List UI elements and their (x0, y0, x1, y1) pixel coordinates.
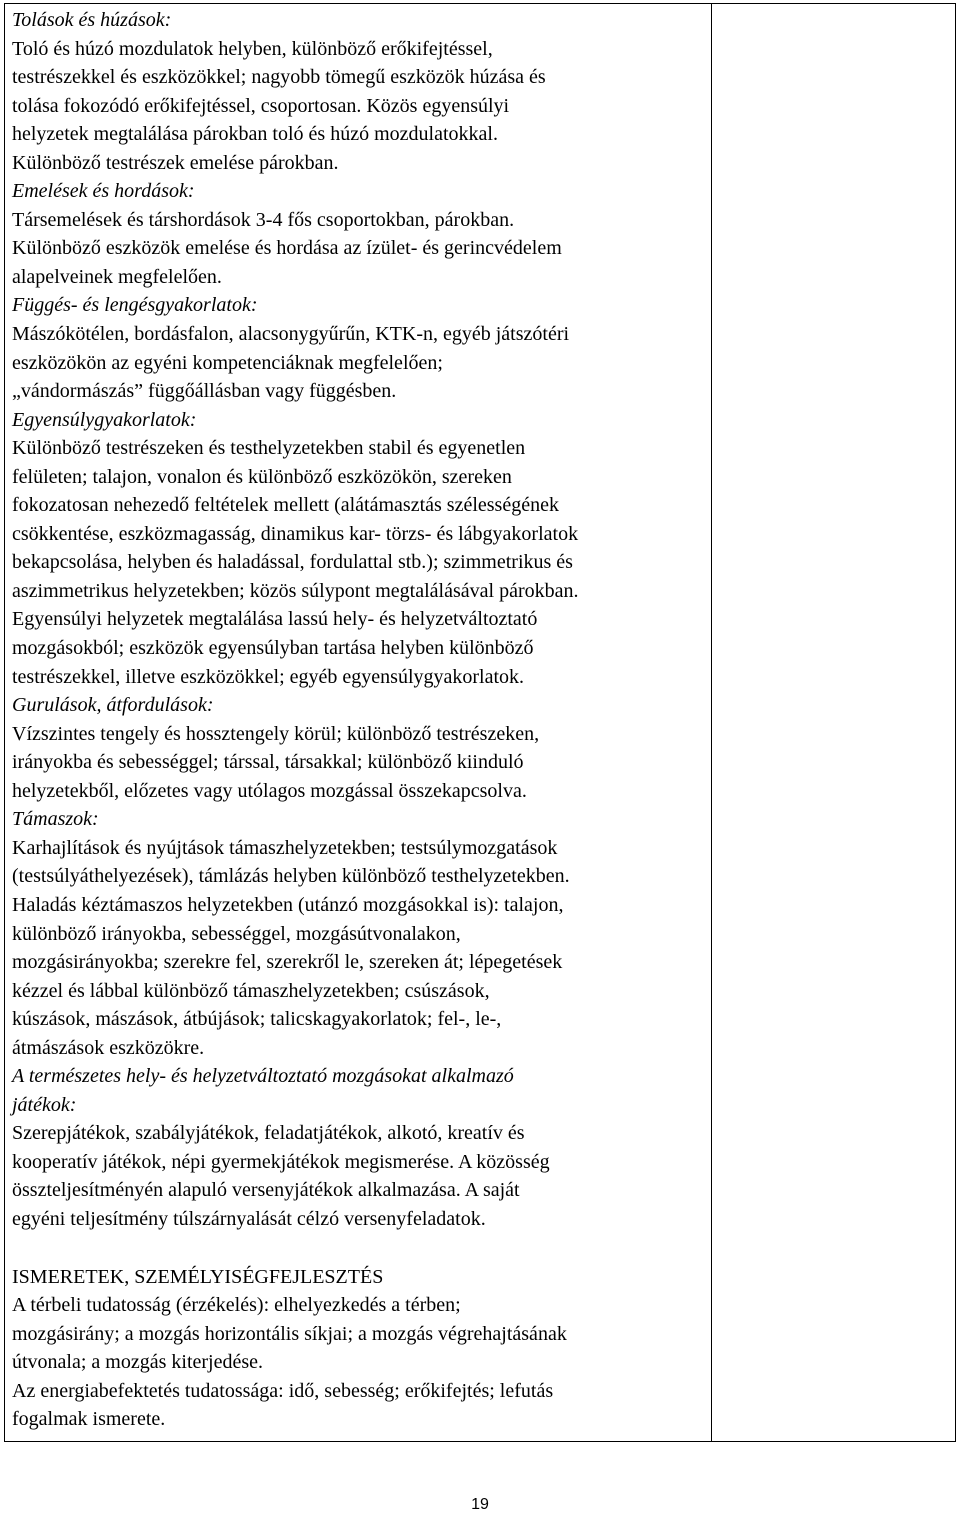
content-table (4, 3, 956, 1442)
heading-pushing-pulling: Tolások és húzások: (12, 9, 172, 31)
section-title: ISMERETEK, SZEMÉLYISÉGFEJLESZTÉS (12, 1265, 384, 1288)
page-number: 19 (471, 1496, 489, 1513)
section-paragraph-energy: Az energiabefektetés tudatossága: idő, sebesség; erőkifejtés; lefutás fogalmak ismerete. (12, 1379, 554, 1431)
heading-hanging-swinging: Függés- és lengésgyakorlatok: (12, 294, 258, 317)
notes-cell (713, 4, 955, 1441)
heading-balance-exercises: Egyensúlygyakorlatok: (12, 408, 197, 431)
text-supports: Karhajlítások és nyújtások támaszhelyzetekben; testsúlymozgatások (testsúlyáthelyezések), támlázás helyben különböző testhelyzetekben. Haladás kéztámaszos helyzetekben (utánzó mozgásokkal is): talajon, különböző irányokba, sebességgel, mozgásútvonalakon, mozgásirányokba; szerekre fel, szerekről le, szereken át; lépegetések kézzel és lábbal különböző támaszhelyzetekben; csúszások, kúszások, mászások, átbújások; talicskagyakorlatok; fel-, le-, átmászások eszközökre. (12, 836, 570, 1059)
heading-rolls: Gurulások, átfordulások: (12, 694, 214, 717)
heading-lifting-carrying: Emelések és hordások: (12, 180, 195, 203)
heading-supports: Támaszok: (12, 808, 99, 831)
paragraph-gap (12, 1234, 709, 1263)
text-rolls: Vízszintes tengely és hossztengely körül; különböző testrészeken, irányokba és sebességgel; társsal, társakkal; különböző kiinduló helyzetekből, előzetes vagy utólagos mozgással összekapcsolva. (12, 722, 540, 802)
main-cell (12, 6, 709, 1434)
text-lifting-carrying: Társemelések és társhordások 3-4 fős csoportokban, párokban. Különböző eszközök emelése és hordása az ízület- és gerincvédelem alapelveinek megfelelően. (12, 208, 562, 288)
column-divider (711, 4, 712, 1441)
section-paragraph-spatial: A térbeli tudatosság (érzékelés): elhelyezkedés a térben; mozgásirány; a mozgás horizontális síkjai; a mozgás végrehajtásának útvonala; a mozgás kiterjedése. (12, 1294, 567, 1374)
text-pushing-pulling: Toló és húzó mozdulatok helyben, különböző erőkifejtéssel, testrészekkel és eszközökkel; nagyobb tömegű eszközök húzása és tolása fokozódó erőkifejtéssel, csoportosan. Közös egyensúlyi helyzetek megtalálása párokban toló és húzó mozdulatokkal. Különböző testrészek emelése párokban. (12, 37, 546, 174)
text-games: Szerepjátékok, szabályjátékok, feladatjátékok, alkotó, kreatív és kooperatív játékok, népi gyermekjátékok megismerése. A közösség összteljesítményén alapuló versenyjátékok alkalmazása. A saját egyéni teljesítmény túlszárnyalását célzó versenyfeladatok. (12, 1122, 550, 1230)
text-hanging-swinging: Mászókötélen, bordásfalon, alacsonygyűrűn, KTK-n, egyéb játszótéri eszközökön az egyéni kompetenciáknak megfelelően; „vándormászás” függőállásban vagy függésben. (12, 323, 570, 403)
text-balance-exercises: Különböző testrészeken és testhelyzetekben stabil és egyenetlen felületen; talajon, vonalon és különböző eszközökön, szereken fokozatosan nehezedő feltételek mellett (alátámasztás szélességének csökkentése, eszközmagasság, dinamikus kar- törzs- és lábgyakorlatok bekapcsolása, helyben és haladással, fordulattal stb.); szimmetrikus és aszimmetrikus helyzetekben; közös súlypont megtalálásával párokban. Egyensúlyi helyzetek megtalálása lassú hely- és helyzetváltoztató mozgásokból; eszközök egyensúlyban tartása helyben különböző testrészekkel, illetve eszközökkel; egyéb egyensúlygyakorlatok. (12, 437, 579, 688)
heading-games: A természetes hely- és helyzetváltoztató mozgásokat alkalmazó játékok: (12, 1065, 514, 1116)
